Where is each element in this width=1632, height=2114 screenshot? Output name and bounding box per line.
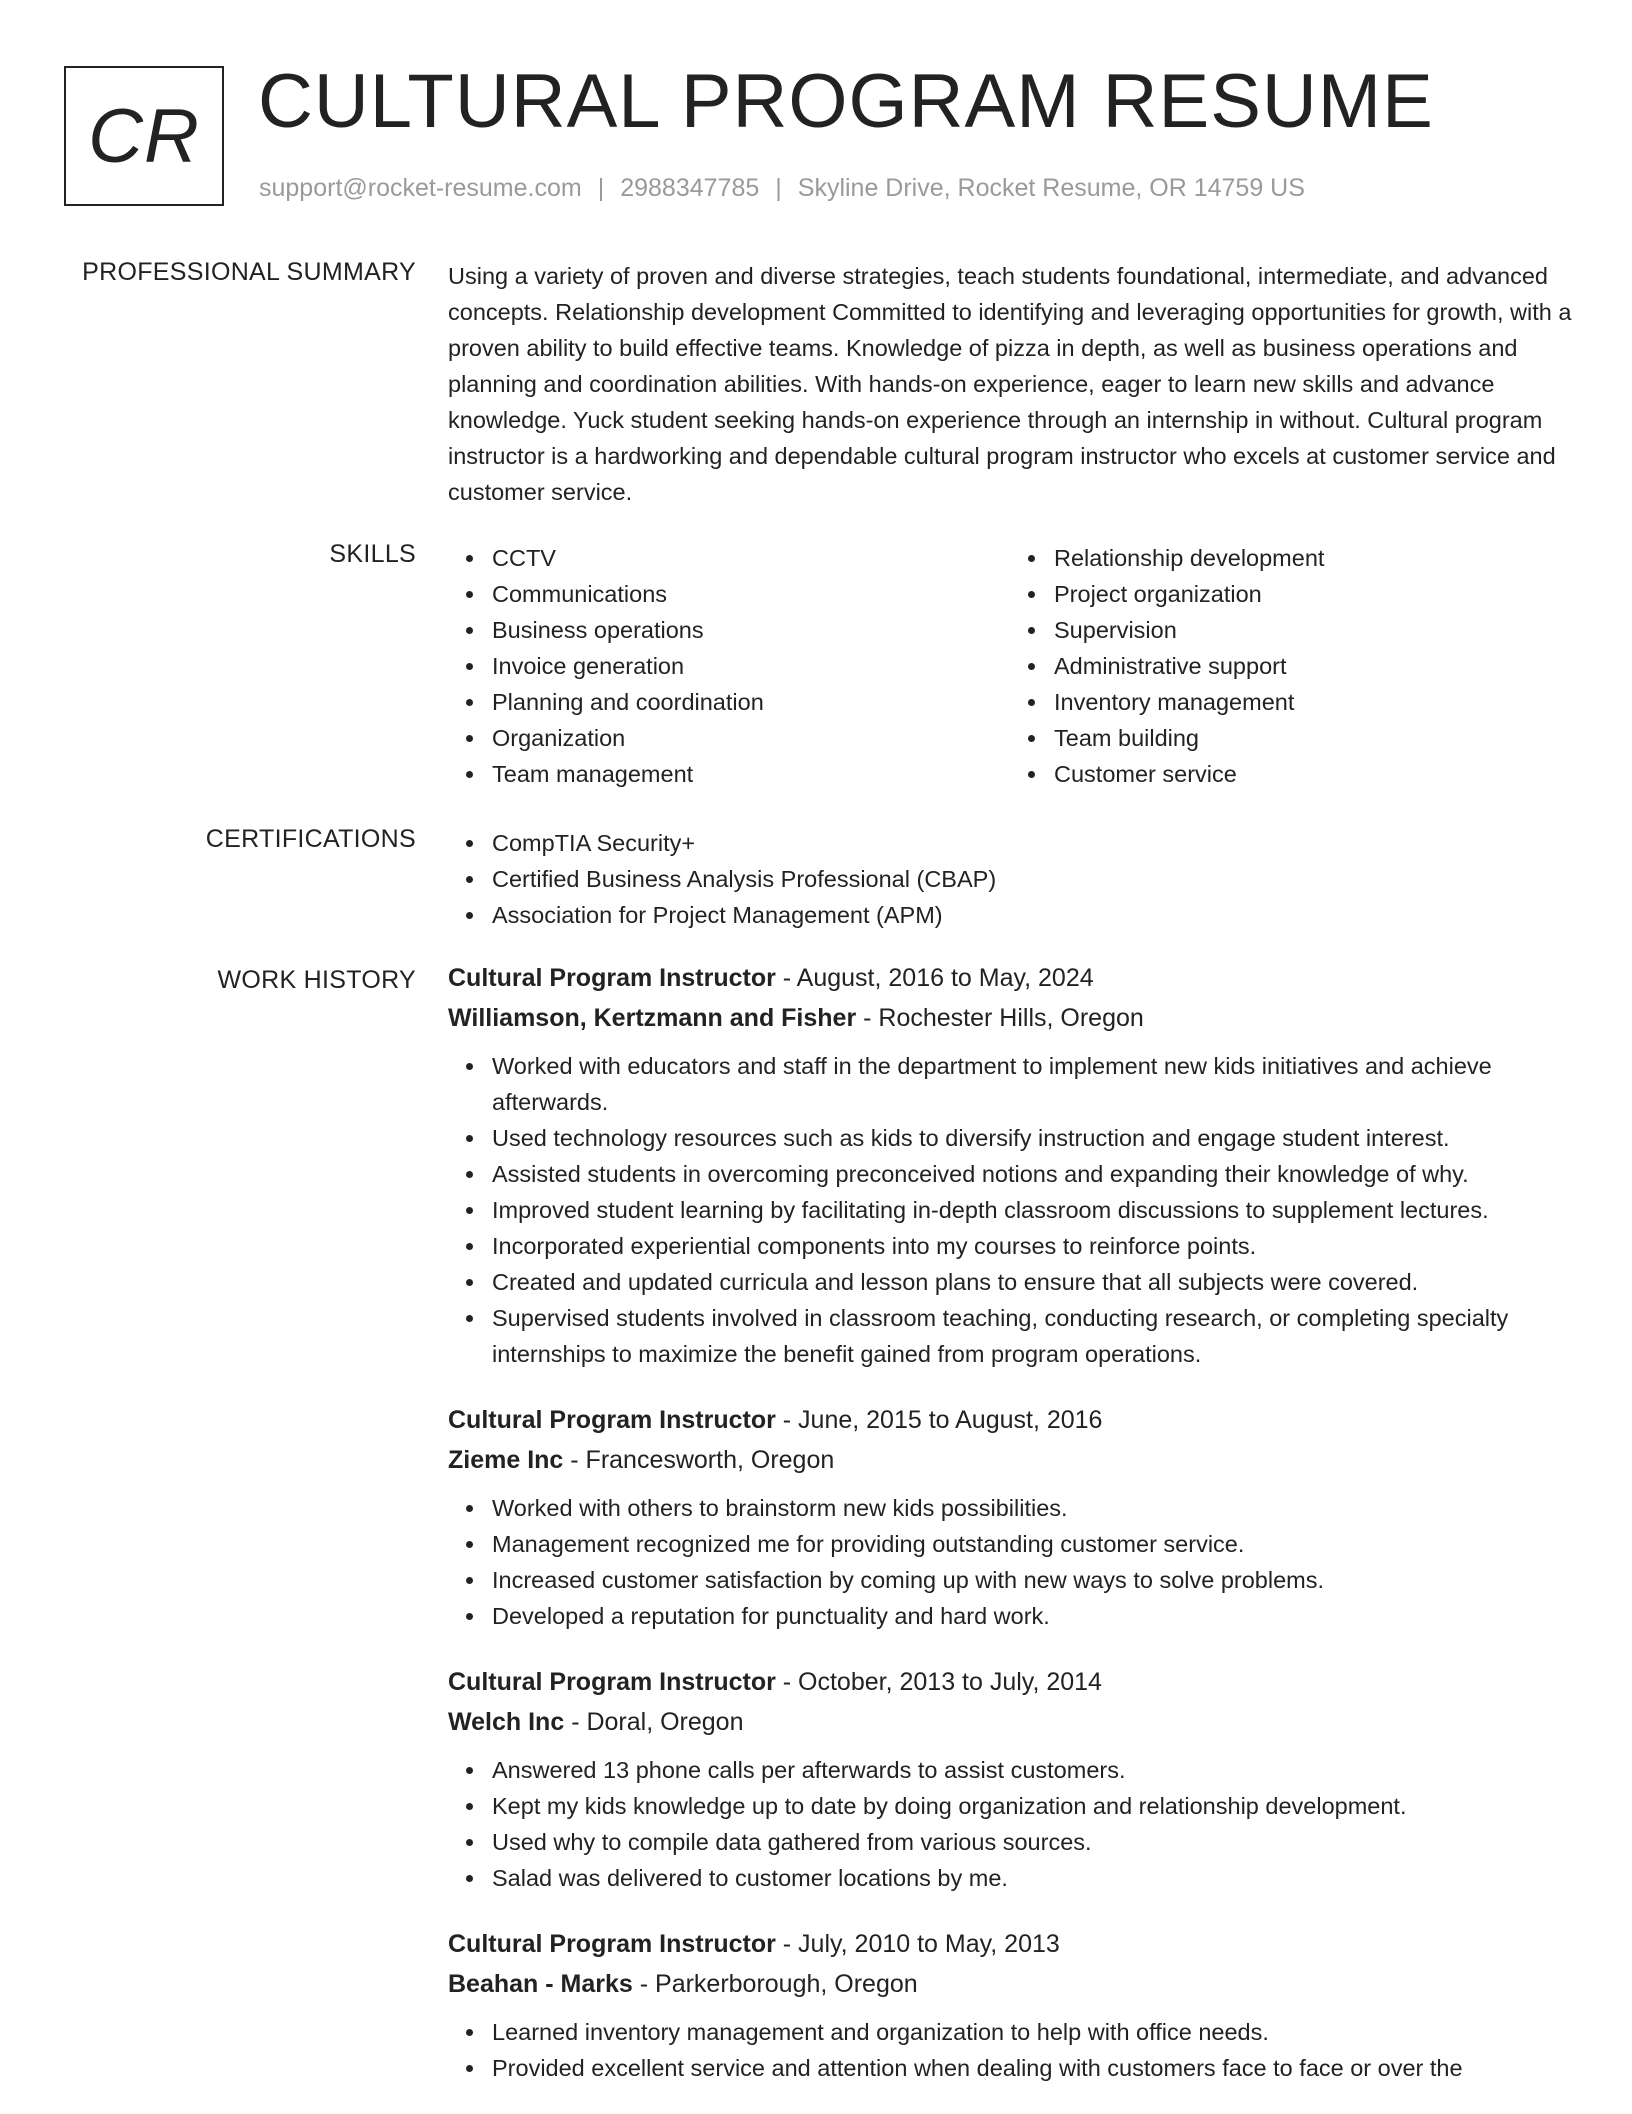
- job-company-line: [448, 1964, 1572, 2004]
- job-bullet: Salad was delivered to customer locations by me.: [492, 1860, 1572, 1896]
- job-company: Beahan - Marks: [448, 1970, 633, 1998]
- job-location: - Parkerborough, Oregon: [632, 1970, 918, 1998]
- monogram-logo: [64, 66, 224, 206]
- resume-title: CULTURAL PROGRAM RESUME: [258, 59, 1434, 144]
- job-bullet: Answered 13 phone calls per afterwards to assist customers.: [492, 1752, 1572, 1788]
- monogram-text: CR: [88, 93, 200, 179]
- skills-list-left: [448, 540, 1010, 792]
- job-bullet: Management recognized me for providing outstanding customer service.: [492, 1526, 1572, 1562]
- job-location: - Francesworth, Oregon: [563, 1446, 835, 1474]
- job-title: Cultural Program Instructor: [448, 1668, 776, 1696]
- certifications-label: CERTIFICATIONS: [205, 825, 416, 853]
- job-dates: - June, 2015 to August, 2016: [775, 1406, 1103, 1434]
- job-bullet-list: [448, 1490, 1572, 1634]
- certifications-body: [448, 825, 1572, 933]
- contact-separator: |: [775, 174, 782, 202]
- job-title-line: [448, 1400, 1572, 1440]
- skill-item: Customer service: [1054, 756, 1572, 792]
- skill-item: Team management: [492, 756, 1010, 792]
- job-company-line: [448, 1440, 1572, 1480]
- job-company: Welch Inc: [448, 1708, 565, 1736]
- summary-text: Using a variety of proven and diverse strategies, teach students foundational, intermediate, and advanced concepts. Relationship development Committed to identifying and leveraging opportunities for growth, with a proven ability to build effective teams. Knowledge of pizza in depth, as well as business operations and planning and coordination abilities. With hands-on experience, eager to learn new skills and advance knowledge. Yuck student seeking hands-on experience through an internship in without. Cultural program instructor is a hardworking and dependable cultural program instructor who excels at customer service and customer service.: [448, 263, 1572, 505]
- job-entry: [448, 958, 1572, 1372]
- skill-item: Invoice generation: [492, 648, 1010, 684]
- job-title: Cultural Program Instructor: [448, 964, 776, 992]
- job-bullet: Provided excellent service and attention when dealing with customers face to face or over the: [492, 2050, 1572, 2086]
- job-title-line: [448, 958, 1572, 998]
- job-bullet: Used why to compile data gathered from various sources.: [492, 1824, 1572, 1860]
- certification-item: Association for Project Management (APM): [492, 897, 1572, 933]
- skill-item: CCTV: [492, 540, 1010, 576]
- job-bullet: Worked with others to brainstorm new kids possibilities.: [492, 1490, 1572, 1526]
- job-title-line: [448, 1662, 1572, 1702]
- skill-item: Organization: [492, 720, 1010, 756]
- skill-item: Project organization: [1054, 576, 1572, 612]
- job-bullet: Learned inventory management and organization to help with office needs.: [492, 2014, 1572, 2050]
- work-history-body: [448, 958, 1572, 2114]
- job-bullet: Assisted students in overcoming preconceived notions and expanding their knowledge of why.: [492, 1156, 1572, 1192]
- job-entry: [448, 1662, 1572, 1896]
- skill-item: Supervision: [1054, 612, 1572, 648]
- contact-line: [259, 174, 1305, 203]
- job-company: Williamson, Kertzmann and Fisher: [448, 1004, 857, 1032]
- job-title: Cultural Program Instructor: [448, 1406, 776, 1434]
- job-bullet-list: [448, 1048, 1572, 1372]
- job-location: - Doral, Oregon: [564, 1708, 744, 1736]
- contact-address: Skyline Drive, Rocket Resume, OR 14759 US: [797, 174, 1305, 202]
- skill-item: Administrative support: [1054, 648, 1572, 684]
- job-company: Zieme Inc: [448, 1446, 564, 1474]
- job-company-line: [448, 1702, 1572, 1742]
- skills-body: [448, 540, 1572, 792]
- job-bullet-list: [448, 1752, 1572, 1896]
- skill-item: Team building: [1054, 720, 1572, 756]
- job-title-line: [448, 1924, 1572, 1964]
- contact-phone: 2988347785: [620, 174, 760, 202]
- job-bullet: Supervised students involved in classroom teaching, conducting research, or completing specialty internships to maximize the benefit gained from program operations.: [492, 1300, 1572, 1372]
- job-bullet: Kept my kids knowledge up to date by doing organization and relationship development.: [492, 1788, 1572, 1824]
- job-bullet: Created and updated curricula and lesson plans to ensure that all subjects were covered.: [492, 1264, 1572, 1300]
- skill-item: Business operations: [492, 612, 1010, 648]
- skill-item: Relationship development: [1054, 540, 1572, 576]
- work-history-label: WORK HISTORY: [217, 966, 416, 994]
- contact-email: support@rocket-resume.com: [259, 174, 582, 202]
- job-location: - Rochester Hills, Oregon: [856, 1004, 1144, 1032]
- job-bullet: Improved student learning by facilitating in-depth classroom discussions to supplement lectures.: [492, 1192, 1572, 1228]
- job-bullet: Developed a reputation for punctuality and hard work.: [492, 1598, 1572, 1634]
- job-bullet: Increased customer satisfaction by coming up with new ways to solve problems.: [492, 1562, 1572, 1598]
- job-dates: - October, 2013 to July, 2014: [775, 1668, 1102, 1696]
- job-bullet: Incorporated experiential components into my courses to reinforce points.: [492, 1228, 1572, 1264]
- job-bullet-list: [448, 2014, 1572, 2086]
- job-bullet: Worked with educators and staff in the department to implement new kids initiatives and achieve afterwards.: [492, 1048, 1572, 1120]
- skills-list-right: [1010, 540, 1572, 792]
- skill-item: Communications: [492, 576, 1010, 612]
- skills-label: SKILLS: [329, 540, 416, 568]
- contact-separator: |: [597, 174, 605, 202]
- summary-label: PROFESSIONAL SUMMARY: [82, 258, 416, 286]
- job-bullet: Used technology resources such as kids to diversify instruction and engage student interest.: [492, 1120, 1572, 1156]
- certification-item: Certified Business Analysis Professional (CBAP): [492, 861, 1572, 897]
- job-dates: - July, 2010 to May, 2013: [775, 1930, 1060, 1958]
- job-dates: - August, 2016 to May, 2024: [775, 964, 1094, 992]
- skill-item: Inventory management: [1054, 684, 1572, 720]
- certification-item: CompTIA Security+: [492, 825, 1572, 861]
- skill-item: Planning and coordination: [492, 684, 1010, 720]
- certifications-list: [448, 825, 1572, 933]
- job-entry: [448, 1924, 1572, 2086]
- job-entry: [448, 1400, 1572, 1634]
- job-title: Cultural Program Instructor: [448, 1930, 776, 1958]
- job-company-line: [448, 998, 1572, 1038]
- summary-body: [448, 258, 1572, 510]
